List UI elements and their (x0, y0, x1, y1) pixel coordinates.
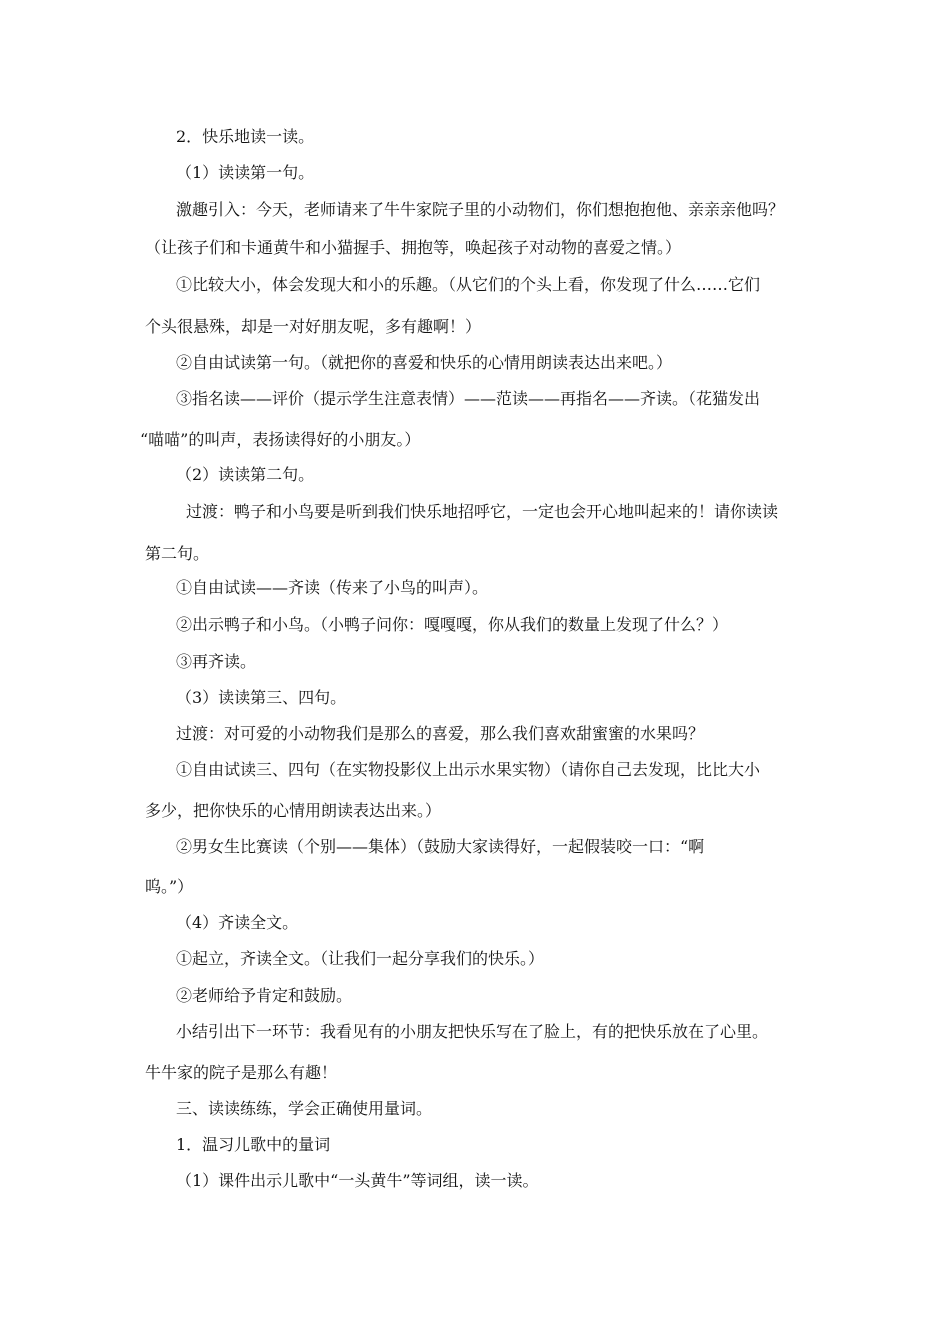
paragraph-line: （1）课件出示儿歌中“一头黄牛”等词组，读一读。 (176, 1171, 539, 1190)
paragraph-line: ①起立，齐读全文。（让我们一起分享我们的快乐。） (176, 949, 545, 968)
paragraph-line: （3）读读第三、四句。 (176, 688, 347, 707)
paragraph-line: 过渡：鸭子和小鸟要是听到我们快乐地招呼它，一定也会开心地叫起来的！请你读读 (186, 502, 779, 521)
paragraph-line: 多少，把你快乐的心情用朗读表达出来。） (145, 801, 442, 820)
paragraph-line: ②老师给予肯定和鼓励。 (176, 986, 353, 1005)
paragraph-line: 激趣引入：今天，老师请来了牛牛家院子里的小动物们，你们想抱抱他、亲亲亲他吗？ (176, 200, 785, 219)
paragraph-line: 第二句。 (145, 544, 210, 563)
paragraph-line: 个头很悬殊，却是一对好朋友呢，多有趣啊！） (145, 317, 482, 336)
paragraph-line: 2．快乐地读一读。 (176, 127, 315, 146)
paragraph-line: ①比较大小，体会发现大和小的乐趣。（从它们的个头上看，你发现了什么……它们 (176, 275, 761, 294)
paragraph-line: （4）齐读全文。 (176, 913, 299, 932)
paragraph-line: 小结引出下一环节：我看见有的小朋友把快乐写在了脸上，有的把快乐放在了心里。 (176, 1022, 769, 1041)
paragraph-line: “喵喵”的叫声，表扬读得好的小朋友。） (140, 430, 421, 449)
paragraph-line: （2）读读第二句。 (176, 465, 315, 484)
paragraph-line: ①自由试读——齐读（传来了小鸟的叫声）。 (176, 578, 489, 597)
paragraph-line: ①自由试读三、四句（在实物投影仪上出示水果实物）（请你自己去发现，比比大小 (176, 760, 761, 779)
paragraph-line: 牛牛家的院子是那么有趣！ (145, 1063, 338, 1082)
paragraph-line: ③再齐读。 (176, 652, 257, 671)
paragraph-line: 三、读读练练，学会正确使用量词。 (176, 1099, 433, 1118)
paragraph-line: ②出示鸭子和小鸟。（小鸭子问你：嘎嘎嘎，你从我们的数量上发现了什么？） (176, 615, 729, 634)
paragraph-line: 呜。”） (145, 877, 194, 896)
paragraph-line: 1．温习儿歌中的量词 (176, 1135, 331, 1154)
paragraph-line: （让孩子们和卡通黄牛和小猫握手、拥抱等，唤起孩子对动物的喜爱之情。） (145, 238, 682, 257)
paragraph-line: ②男女生比赛读（个别——集体）（鼓励大家读得好，一起假装咬一口：“啊 (176, 837, 705, 856)
paragraph-line: ②自由试读第一句。（就把你的喜爱和快乐的心情用朗读表达出来吧。） (176, 353, 673, 372)
paragraph-line: ③指名读——评价（提示学生注意表情）——范读——再指名——齐读。（花猫发出 (176, 389, 761, 408)
paragraph-line: 过渡：对可爱的小动物我们是那么的喜爱，那么我们喜欢甜蜜蜜的水果吗？ (176, 724, 705, 743)
paragraph-line: （1）读读第一句。 (176, 163, 315, 182)
